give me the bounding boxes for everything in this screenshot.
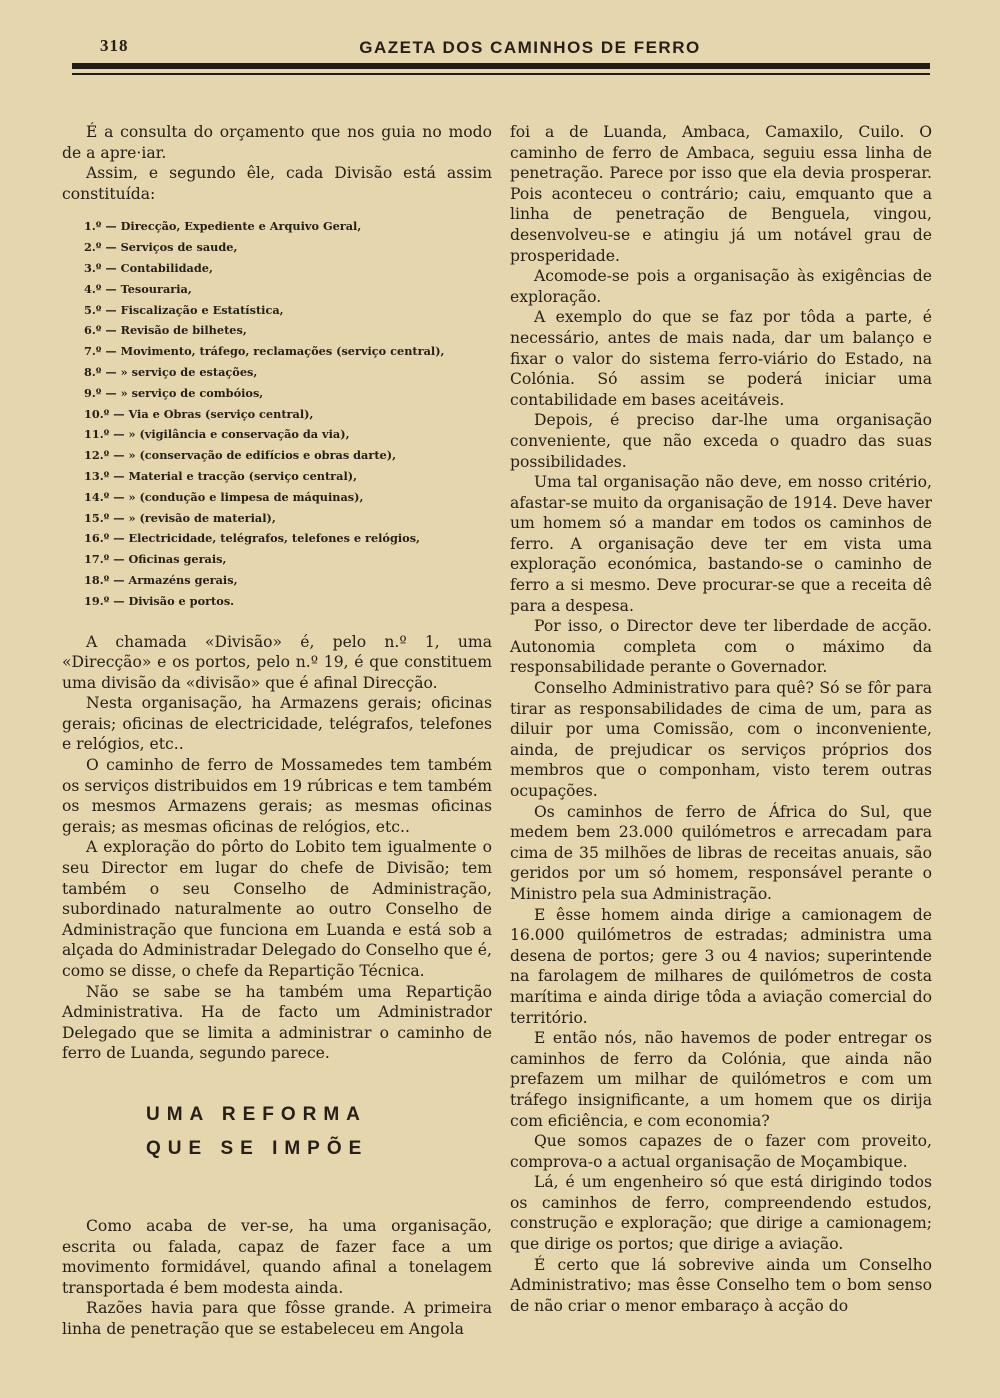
paragraph: Como acaba de ver-se, ha uma organisação, escrita ou falada, capaz de fazer face a um movimento formidável, quando afinal a tonelagem transportada é bem modesta ainda. (62, 1216, 492, 1297)
section-heading-line: QUE SE IMPÕE (146, 1137, 369, 1159)
page-number: 318 (100, 36, 129, 55)
paragraph: Assim, e segundo êle, cada Divisão está assim constituída: (62, 164, 492, 203)
paragraph: Nesta organisação, ha Armazens gerais; oficinas gerais; oficinas de electricidade, telégrafos, telefones e relógios, etc.. (62, 694, 492, 754)
list-item: 7.º — Movimento, tráfego, reclamações (serviço central), (84, 344, 445, 359)
list-item: 10.º — Via e Obras (serviço central), (84, 406, 314, 421)
section-heading-line: UMA REFORMA (146, 1103, 367, 1125)
paragraph: Uma tal organisação não deve, em nosso critério, afastar-se muito da organisação de 1914. Deve haver um homem só a mandar em todos os caminhos de ferro. A organisação deve ter em vista uma exploração económica, bastando-se o caminho de ferro a si mesmo. Deve procurar-se que a receita dê para a despesa. (510, 473, 932, 615)
paragraph: Os caminhos de ferro de África do Sul, que medem bem 23.000 quilómetros e arrecadam para cima de 35 milhões de libras de receitas anuais, são geridos por um só homem, responsável perante o Ministro pela sua Administração. (510, 802, 932, 903)
paragraph: É a consulta do orçamento que nos guia no modo de a apre·iar. (62, 123, 492, 162)
paragraph: A chamada «Divisão» é, pelo n.º 1, uma «Direcção» e os portos, pelo n.º 19, é que constituem uma divisão da «divisão» que é afinal Direcção. (62, 632, 492, 692)
header-rule-thin (72, 73, 930, 75)
list-item: 1.º — Direcção, Expediente e Arquivo Geral, (84, 219, 362, 234)
list-item: 16.º — Electricidade, telégrafos, telefones e relógios, (84, 531, 420, 546)
paragraph: Conselho Administrativo para quê? Só se fôr para tirar as responsabilidades de cima de um, para as diluir por uma Comissão, com o inconveniente, ainda, de prejudicar os serviços próprios dos membros que o componham, visto terem outras ocupações. (510, 679, 932, 800)
paragraph: foi a de Luanda, Ambaca, Camaxilo, Cuilo. O caminho de ferro de Ambaca, seguiu essa linha de penetração. Parece por isso que ela devia prosperar. Pois aconteceu o contrário; caiu, emquanto que a linha de penetração de Benguela, vingou, desenvolveu-se e atingiu já um notável grau de prosperidade. (510, 123, 932, 265)
list-item: 13.º — Material e tracção (serviço central), (84, 468, 358, 483)
list-item: 3.º — Contabilidade, (84, 260, 213, 275)
list-item: 5.º — Fiscalização e Estatística, (84, 302, 284, 317)
paragraph: Que somos capazes de o fazer com proveito, comprova-o a actual organisação de Moçambique. (510, 1132, 932, 1171)
list-item: 2.º — Serviços de saude, (84, 240, 238, 255)
paragraph: Por isso, o Director deve ter liberdade de acção. Autonomia completa com o máximo da responsabilidade perante o Governador. (510, 617, 932, 677)
divisions-list (84, 216, 492, 611)
paragraph: E então nós, não havemos de poder entregar os caminhos de ferro da Colónia, que ainda não prefazem um milhar de quilómetros e com um tráfego insignificante, a um homem que os dirija com eficiência, e com economia? (510, 1029, 932, 1130)
paragraph: Lá, é um engenheiro só que está dirigindo todos os caminhos de ferro, compreendendo estudos, construção e exploração; que dirige a camionagem; que dirige os portos; que dirige a aviação. (510, 1173, 932, 1254)
paragraph: Depois, é preciso dar-lhe uma organisação conveniente, que não exceda o quadro das suas possibilidades. (510, 411, 932, 471)
paragraph: O caminho de ferro de Mossamedes tem também os serviços distribuidos em 19 rúbricas e tem também os mesmos Armazens gerais; as mesmas oficinas gerais; as mesmas oficinas de relógios, etc.. (62, 756, 492, 836)
list-item: 4.º — Tesouraria, (84, 281, 192, 296)
list-item: 14.º — » (condução e limpesa de máquinas), (84, 489, 364, 504)
paragraph: E êsse homem ainda dirige a camionagem de 16.000 quilómetros de estradas; administra uma desena de portos; gere 3 ou 4 navios; superintende na farolagem de milhares de quilómetros de costa marítima e ainda dirige tôda a aviação comercial do território. (510, 905, 932, 1027)
paragraph: A exemplo do que se faz por tôda a parte, é necessário, antes de mais nada, dar um balanço e fixar o valor do sistema ferro-viário do Estado, na Colónia. Só assim se poderá iniciar uma contabilidade em bases aceitáveis. (510, 308, 932, 409)
header-rule-thick (72, 63, 930, 69)
left-column (62, 122, 492, 1340)
list-item: 6.º — Revisão de bilhetes, (84, 323, 247, 338)
list-item: 18.º — Armazéns gerais, (84, 572, 238, 587)
list-item: 17.º — Oficinas gerais, (84, 552, 227, 567)
list-item: 11.º — » (vigilância e conservação da via), (84, 427, 350, 442)
section-heading (62, 1098, 492, 1166)
list-item: 8.º — » serviço de estações, (84, 364, 258, 379)
right-column (510, 122, 932, 1316)
paragraph: É certo que lá sobrevive ainda um Conselho Administrativo; mas êsse Conselho tem o bom senso de não criar o menor embaraço à acção do (510, 1255, 932, 1315)
paragraph: Não se sabe se ha também uma Repartição Administrativa. Ha de facto um Administrador Delegado que se limita a administrar o caminho de ferro de Luanda, segundo parece. (62, 982, 492, 1063)
paragraph: Acomode-se pois a organisação às exigências de exploração. (510, 267, 932, 306)
list-item: 15.º — » (revisão de material), (84, 510, 276, 525)
list-item: 12.º — » (conservação de edifícios e obras darte), (84, 448, 396, 463)
list-item: 19.º — Divisão e portos. (84, 593, 235, 608)
journal-title: GAZETA DOS CAMINHOS DE FERRO (359, 38, 701, 57)
list-item: 9.º — » serviço de combóios, (84, 385, 264, 400)
paragraph: Razões havia para que fôsse grande. A primeira linha de penetração que se estabeleceu em Angola (62, 1299, 492, 1338)
paragraph: A exploração do pôrto do Lobito tem igualmente o seu Director em lugar do chefe de Divisão; tem também o seu Conselho de Administração, subordinado naturalmente ao outro Conselho de Administração que funciona em Luanda e está sob a alçada do Administradar Delegado do Conselho que é, como se disse, o chefe da Repartição Técnica. (62, 838, 492, 981)
